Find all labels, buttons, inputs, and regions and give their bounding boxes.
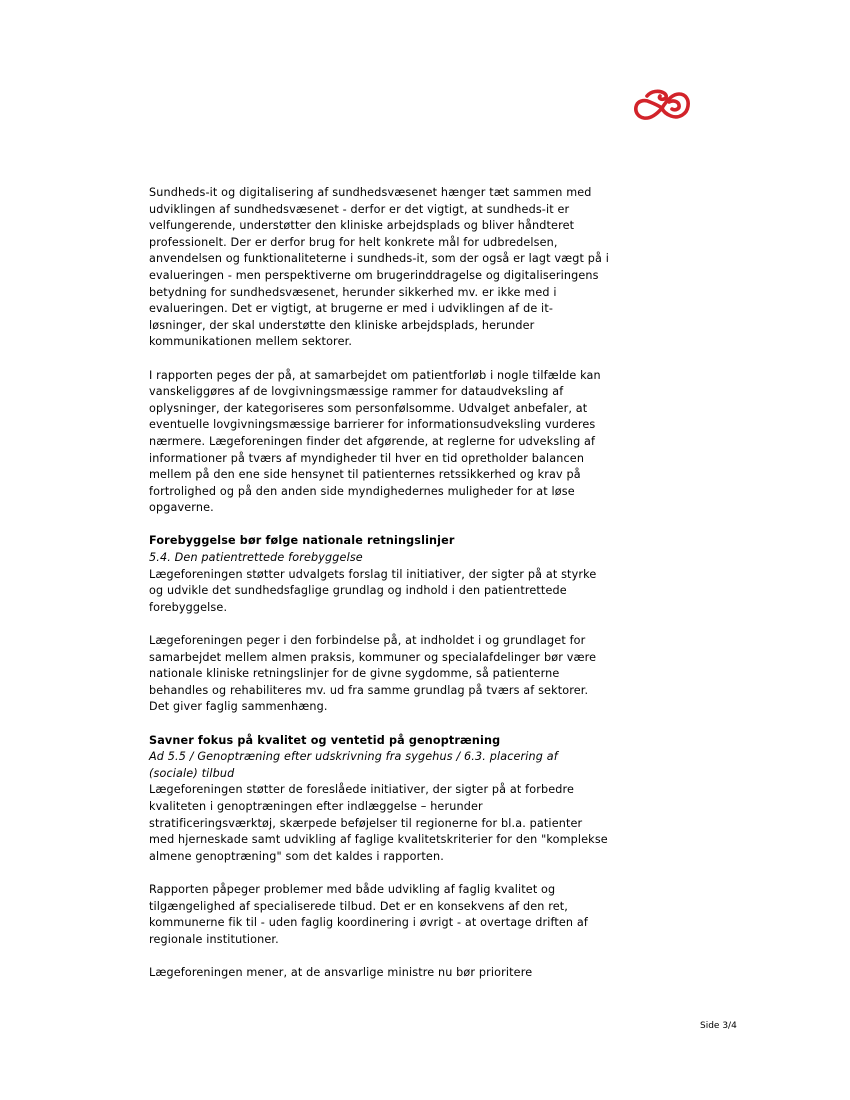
letter-body — [149, 185, 609, 998]
paragraph-specialized-offers: Rapporten påpeger problemer med både udvikling af faglig kvalitet og tilgængelighed af specialiserede tilbud. Det er en konsekvens af den ret, kommunerne fik til - uden faglig koordinering i øvrigt - at overtage driften af regionale institutioner. — [149, 882, 588, 946]
section-subheading-rehabilitation: Ad 5.5 / Genoptræning efter udskrivning fra sygehus / 6.3. placering af (sociale) tilbud — [149, 750, 558, 780]
section-heading-rehabilitation: Savner fokus på kvalitet og ventetid på genoptræning — [149, 733, 501, 747]
page-number: Side 3/4 — [700, 1021, 737, 1031]
paragraph-guidelines: Lægeforeningen peger i den forbindelse på, at indholdet i og grundlaget for samarbejdet mellem almen praksis, kommuner og specialafdelinger bør være nationale kliniske retningslinjer for de givne sygdomme, så patienterne behandles og rehabiliteres mv. ud fra samme grundlag på tværs af sektorer. Det giver faglig sammenhæng. — [149, 634, 597, 714]
section-prevention — [149, 533, 609, 616]
paragraph-ministers: Lægeforeningen mener, at de ansvarlige ministre nu bør prioritere — [149, 965, 533, 979]
snake-staff-icon — [633, 86, 691, 128]
section-rehabilitation — [149, 733, 609, 866]
section-subheading-prevention: 5.4. Den patientrettede forebyggelse — [149, 551, 363, 565]
paragraph-data-exchange: I rapporten peges der på, at samarbejdet om patientforløb i nogle tilfælde kan vanskeliggøres af de lovgivningsmæssige rammer for dataudveksling af oplysninger, der kategoriseres som personfølsomme. Udvalget anbefaler, at eventuelle lovgivningsmæssige barrierer for informationsudveksling vurderes nærmere. Lægeforeningen finder det afgørende, at reglerne for udveksling af informationer på tværs af myndigheder til hver en tid opretholder balancen mellem på den ene side hensynet til patienternes retssikkerhed og krav på fortrolighed og på den anden side myndighedernes muligheder for at løse opgaverne. — [149, 368, 601, 515]
paragraph-rehabilitation-support: Lægeforeningen støtter de foreslåede initiativer, der sigter på at forbedre kvaliteten i genoptræningen efter indlæggelse – herunder stratificeringsværktøj, skærpede beføjelser til regionerne for bl.a. patienter med hjerneskade samt udvikling af faglige kvalitetskriterier for den "komplekse almene genoptræning" som det kaldes i rapporten. — [149, 783, 608, 863]
paragraph-it: Sundheds-it og digitalisering af sundhedsvæsenet hænger tæt sammen med udviklingen af sundhedsvæsenet - derfor er det vigtigt, at sundheds-it er velfungerende, understøtter den kliniske arbejdsplads og bliver håndteret professionelt. Der er derfor brug for helt konkrete mål for udbredelsen, anvendelsen og funktionaliteterne i sundheds-it, som der også er lagt vægt på i evalueringen - men perspektiverne om brugerinddragelse og digitaliseringens betydning for sundhedsvæsenet, herunder sikkerhed mv. er ikke med i evalueringen. Det er vigtigt, at brugerne er med i udviklingen af de it-løsninger, der skal understøtte den kliniske arbejdsplads, herunder kommunikationen mellem sektorer. — [149, 186, 610, 349]
paragraph-prevention-support: Lægeforeningen støtter udvalgets forslag til initiativer, der sigter på at styrke og udvikle det sundhedsfaglige grundlag og indhold i den patientrettede forebyggelse. — [149, 567, 597, 614]
section-heading-prevention: Forebyggelse bør følge nationale retningslinjer — [149, 534, 455, 548]
organization-logo — [633, 86, 691, 128]
